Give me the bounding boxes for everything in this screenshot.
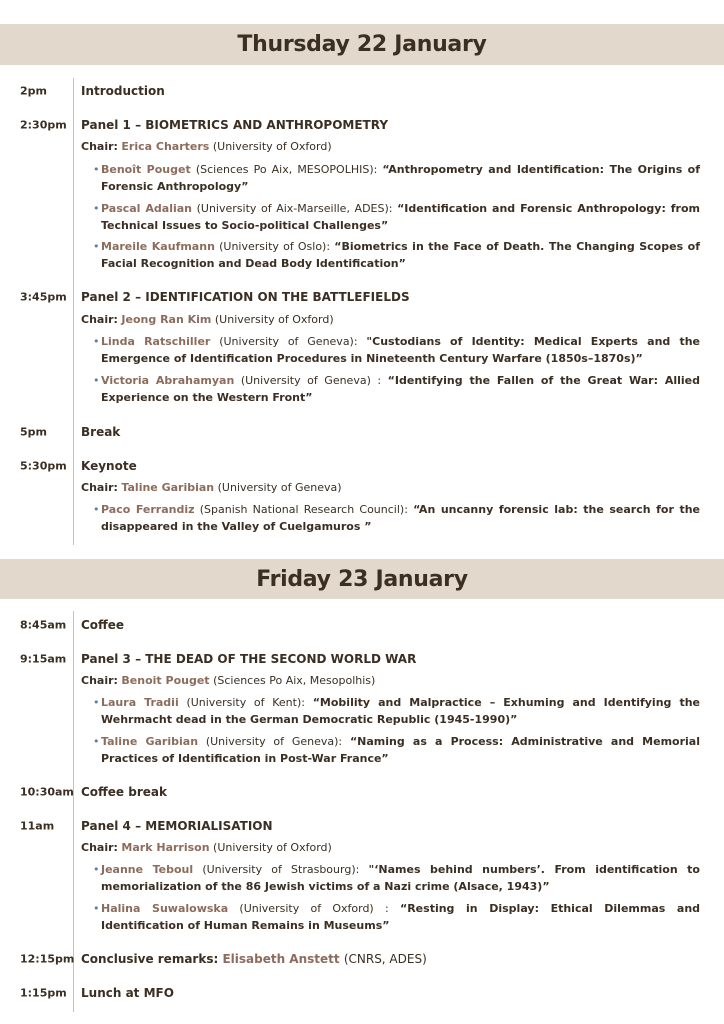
session-time: 10:30am [20, 785, 74, 799]
chair-label: Chair: [81, 841, 118, 854]
speaker-affiliation: (Spanish National Research Council): [199, 503, 408, 516]
session-time: 3:45pm [20, 290, 67, 304]
talk-title: “Identifying the Fallen of the Great War: Allied Experience on the Western Front” [101, 374, 701, 404]
session-chair [81, 673, 700, 689]
session-time: 2pm [20, 84, 47, 98]
session-heading: Lunch at MFO [81, 986, 174, 1000]
speaker-name: Paco Ferrandiz [101, 503, 195, 516]
session-time: 5pm [20, 425, 47, 439]
talk-item [93, 201, 701, 234]
talk-title: “Biometrics in the Face of Death. The Changing Scopes of Facial Recognition and Dead Body Identification” [101, 240, 700, 270]
speaker-name: Elisabeth Anstett [222, 952, 340, 966]
speaker-affiliation: (University of Oslo): [219, 240, 331, 253]
bullet-icon: • [93, 163, 100, 176]
speaker-name: Jeanne Teboul [101, 863, 194, 876]
chair-label: Chair: [81, 313, 118, 326]
session-time: 9:15am [20, 652, 67, 666]
session-chair [81, 312, 700, 328]
chair-name: Erica Charters [121, 140, 210, 153]
bullet-icon: • [93, 902, 100, 915]
talk-title: "Custodians of Identity: Medical Experts and the Emergence of Identification Procedures in Nineteenth Century Warfare (1850s–1870s)” [101, 335, 701, 365]
speaker-name: Taline Garibian [101, 735, 199, 748]
bullet-icon: • [93, 735, 100, 748]
chair-affiliation: (University of Oxford) [212, 140, 332, 153]
speaker-affiliation: (Sciences Po Aix, MESOPOLHIS): [195, 163, 378, 176]
speaker-name: Mareile Kaufmann [101, 240, 215, 253]
session-heading: Panel 1 – BIOMETRICS AND ANTHROPOMETRY [81, 118, 389, 132]
talk-item [93, 373, 701, 406]
chair-label: Chair: [81, 481, 118, 494]
speaker-affiliation: (CNRS, ADES) [343, 952, 427, 966]
session-chair [81, 840, 700, 856]
talk-item [93, 734, 700, 767]
chair-name: Taline Garibian [121, 481, 215, 494]
session-heading: Introduction [81, 84, 165, 98]
bullet-icon: • [93, 202, 100, 215]
speaker-affiliation: (University of Geneva): [205, 735, 343, 748]
session-heading: Panel 2 – IDENTIFICATION ON THE BATTLEFIELDS [81, 290, 410, 304]
session-heading: Panel 4 – MEMORIALISATION [81, 819, 273, 833]
day-title: Friday 23 January [256, 566, 468, 592]
session-time: 11am [20, 819, 55, 833]
session-heading: Break [81, 425, 121, 439]
speaker-name: Victoria Abrahamyan [101, 374, 235, 387]
talk-item [93, 695, 700, 728]
session-heading: Coffee break [81, 785, 167, 799]
talk-item [93, 239, 700, 272]
chair-name: Benoit Pouget [121, 674, 210, 687]
talk-title: “Naming as a Process: Administrative and Memorial Practices of Identification in Post-War France” [101, 735, 700, 765]
session-heading: Keynote [81, 459, 137, 473]
chair-affiliation: (Sciences Po Aix, Mesopolhis) [213, 674, 376, 687]
session-time: 1:15pm [20, 986, 67, 1000]
day-title: Thursday 22 January [237, 32, 487, 57]
session-chair [81, 139, 700, 155]
speaker-affiliation: (University of Oxford) : [239, 902, 389, 915]
talk-item [93, 502, 700, 535]
talk-title: “Anthropometry and Identification: The Origins of Forensic Anthropology” [101, 163, 701, 193]
talk-title: “An uncanny forensic lab: the search for the disappeared in the Valley of Cuelgamuros ” [101, 503, 700, 533]
bullet-icon: • [93, 335, 100, 348]
chair-affiliation: (University of Oxford) [213, 841, 332, 854]
session-time: 5:30pm [20, 459, 67, 473]
chair-label: Chair: [81, 140, 118, 153]
speaker-affiliation: (University of Geneva): [219, 335, 358, 348]
bullet-icon: • [93, 696, 100, 709]
speaker-affiliation: (University of Strasbourg): [202, 863, 360, 876]
talk-item [93, 901, 701, 934]
chair-name: Mark Harrison [121, 841, 210, 854]
session-time: 8:45am [20, 618, 67, 632]
session-heading: Panel 3 – THE DEAD OF THE SECOND WORLD WAR [81, 652, 417, 666]
session-heading: Coffee [81, 618, 125, 632]
bullet-icon: • [93, 374, 100, 387]
timeline-divider [73, 78, 74, 545]
bullet-icon: • [93, 503, 100, 516]
speaker-affiliation: (University of Aix-Marseille, ADES): [196, 202, 393, 215]
speaker-name: Linda Ratschiller [101, 335, 211, 348]
speaker-affiliation: (University of Kent): [186, 696, 305, 709]
speaker-name: Benoît Pouget [101, 163, 191, 176]
bullet-icon: • [93, 240, 100, 253]
chair-affiliation: (University of Oxford) [214, 313, 334, 326]
day-header-friday [0, 559, 724, 599]
talk-item [93, 334, 701, 367]
speaker-name: Halina Suwalowska [101, 902, 229, 915]
talk-item [93, 862, 700, 895]
talk-title: “Mobility and Malpractice – Exhuming and Identifying the Wehrmacht dead in the German Democratic Republic (1945-1990)” [101, 696, 700, 726]
speaker-name: Laura Tradii [101, 696, 179, 709]
speaker-name: Pascal Adalian [101, 202, 192, 215]
talk-title: “Identification and Forensic Anthropology: from Technical Issues to Socio-political Challenges” [101, 202, 701, 232]
chair-label: Chair: [81, 674, 118, 687]
bullet-icon: • [93, 863, 100, 876]
day-header-thursday [0, 24, 724, 65]
talk-item [93, 162, 701, 195]
session-heading [81, 951, 700, 967]
talk-title: “Resting in Display: Ethical Dilemmas and Identification of Human Remains in Museums” [101, 902, 701, 932]
session-time: 2:30pm [20, 118, 67, 132]
talk-title: "‘Names behind numbers’. From identification to memorialization of the 86 Jewish victims of a Nazi crime (Alsace, 1943)” [101, 863, 700, 893]
session-time: 12:15pm [20, 952, 75, 966]
chair-name: Jeong Ran Kim [121, 313, 212, 326]
conclusive-label: Conclusive remarks: [81, 952, 219, 966]
chair-affiliation: (University of Geneva) [217, 481, 342, 494]
session-chair [81, 480, 700, 496]
speaker-affiliation: (University of Geneva) : [240, 374, 382, 387]
